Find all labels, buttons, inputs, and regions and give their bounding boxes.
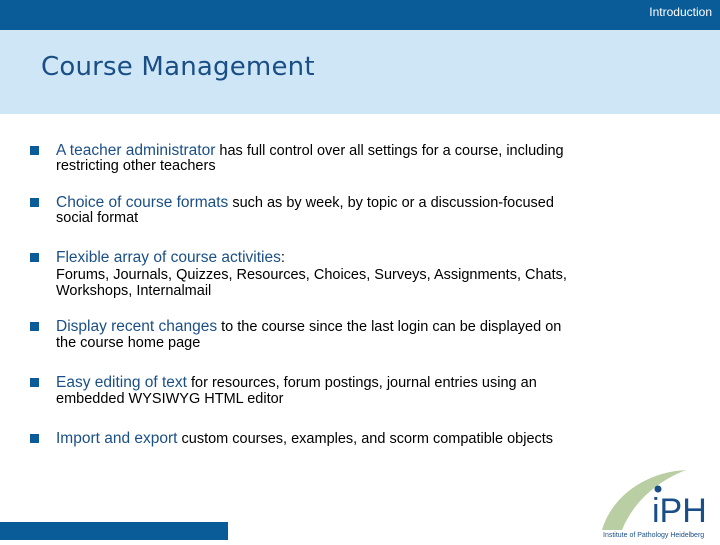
bottom-accent-bar (0, 522, 228, 540)
bullet-continuation: the course home page (56, 335, 201, 351)
bullet-text: for resources, forum postings, journal entries using an (186, 375, 537, 391)
bullet-continuation: restricting other teachers (56, 158, 216, 174)
bullet-text: has full control over all settings for a course, including (215, 143, 564, 159)
square-bullet-icon (30, 434, 39, 443)
bullet-lead: Choice of course formats (56, 194, 229, 211)
bullet-lead: Import and export (56, 430, 178, 447)
top-header-bar (0, 0, 720, 30)
bullet-text: custom courses, examples, and scorm compatible objects (177, 431, 554, 447)
bullet-line (56, 430, 553, 448)
institute-logo (598, 468, 720, 540)
bullet-text: such as by week, by topic or a discussion-focused (228, 195, 554, 211)
logo-caption: Institute of Pathology Heidelberg (603, 532, 705, 539)
bullet-line (56, 249, 285, 267)
bullet-lead: A teacher administrator (56, 142, 216, 159)
bullet-lead: Easy editing of text (56, 374, 187, 391)
square-bullet-icon (30, 146, 39, 155)
bullet-continuation: embedded WYSIWYG HTML editor (56, 391, 284, 407)
square-bullet-icon (30, 198, 39, 207)
square-bullet-icon (30, 322, 39, 331)
bullet-continuation: Workshops, Internalmail (56, 283, 212, 299)
logo-mark: iPH (652, 492, 707, 530)
slide-title: Course Management (41, 52, 315, 82)
bullet-line (56, 374, 537, 392)
iph-logo-icon (598, 468, 720, 540)
square-bullet-icon (30, 253, 39, 262)
section-label: Introduction (649, 5, 712, 19)
bullet-continuation: social format (56, 210, 139, 226)
bullet-lead: Flexible array of course activities (56, 249, 281, 266)
bullet-text: to the course since the last login can be displayed on (217, 319, 562, 335)
bullet-text: : (280, 250, 285, 266)
square-bullet-icon (30, 378, 39, 387)
bullet-continuation: Forums, Journals, Quizzes, Resources, Choices, Surveys, Assignments, Chats, (56, 267, 567, 283)
bullet-lead: Display recent changes (56, 318, 218, 335)
bullet-line (56, 318, 561, 336)
